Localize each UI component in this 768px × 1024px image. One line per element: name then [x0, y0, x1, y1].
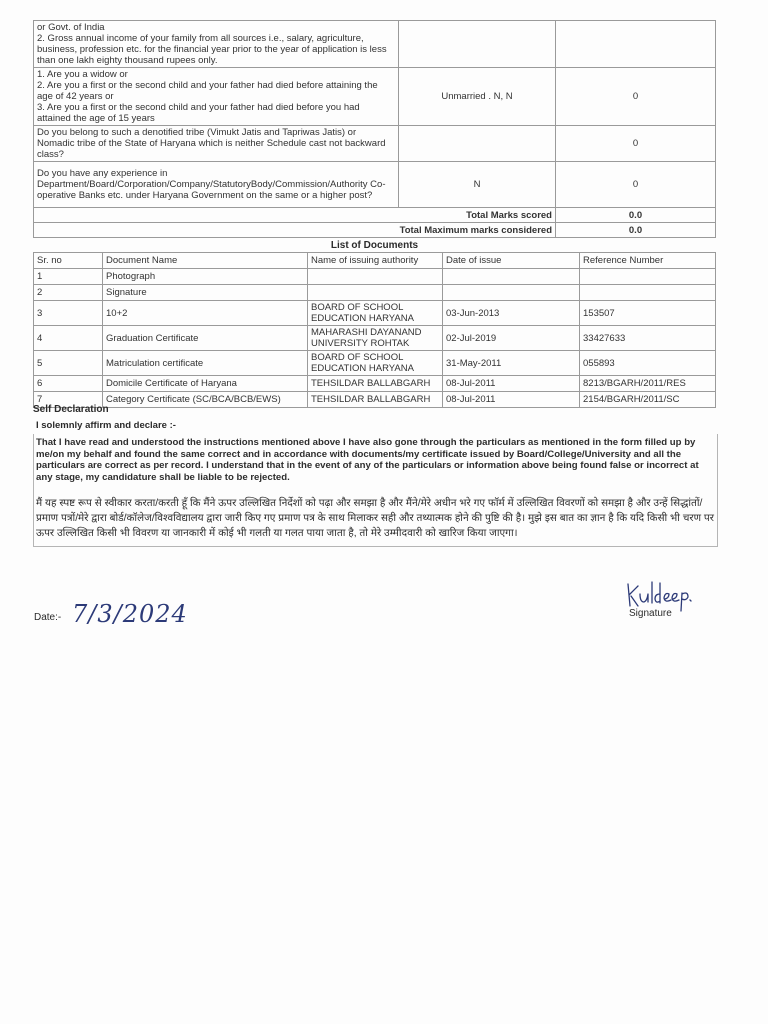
criteria-row — [34, 162, 716, 208]
criteria-answer — [399, 21, 556, 68]
criteria-marks: 0 — [556, 126, 716, 162]
doc-issuing-authority — [308, 285, 443, 301]
documents-title: List of Documents — [330, 240, 419, 251]
total-marks-scored-value: 0.0 — [556, 208, 716, 223]
doc-reference-number: 8213/BGARH/2011/RES — [580, 376, 716, 392]
declaration-hindi-text: मैं यह स्पष्ट रूप से स्वीकार करता/करती हूँ कि मैंने ऊपर उल्लिखित निर्देशों को पढ़ा और समझा है और मैंने/मेरे अधीन भरे गए फॉर्म में उल्लिखित विवरणों को समझा है और उन्हें सिद्धांतों/प्रमाण पत्रों/मेरे द्वारा बोर्ड/कॉलेज/विश्वविद्यालय द्वारा जारी किए गए प्रमाण पत्र के साथ मिलाकर सही और तथ्यात्मक होने की पुष्टि की है। मुझे इस बात का ज्ञान है कि यदि किसी भी चरण पर ऊपर उल्लिखित किसी भी विवरण या जानकारी में कोई भी गलती या गलत पाया जाता है, तो मेरे उम्मीदवारी को खारिज किया जाएगा। — [36, 498, 714, 539]
criteria-marks — [556, 21, 716, 68]
documents-header-row — [34, 253, 716, 269]
total-max-marks-label: Total Maximum marks considered — [34, 223, 556, 238]
doc-name: Signature — [103, 285, 308, 301]
doc-date-of-issue: 31-May-2011 — [443, 351, 580, 376]
header-date-of-issue: Date of issue — [443, 253, 580, 269]
criteria-question: or Govt. of India 2. Gross annual income of your family from all sources i.e., salary, agriculture, business, profession etc. for the financial year prior to the year of application is less than one lakh eighty thousand rupees only. — [34, 21, 399, 68]
header-issuing-authority: Name of issuing authority — [308, 253, 443, 269]
document-row — [34, 301, 716, 326]
doc-sr-no: 2 — [34, 285, 103, 301]
doc-sr-no: 3 — [34, 301, 103, 326]
doc-reference-number — [580, 269, 716, 285]
doc-name: Graduation Certificate — [103, 326, 308, 351]
criteria-question: 1. Are you a widow or 2. Are you a first or the second child and your father had died before attaining the age of 42 years or 3. Are you a first or the second child and your father had died before you had attained the age of 15 years — [34, 68, 399, 126]
doc-name: Matriculation certificate — [103, 351, 308, 376]
self-declaration-heading: Self Declaration — [33, 404, 109, 415]
doc-sr-no: 4 — [34, 326, 103, 351]
header-reference-number: Reference Number — [580, 253, 716, 269]
header-sr-no: Sr. no — [34, 253, 103, 269]
affirm-statement: I solemnly affirm and declare :- — [36, 420, 176, 431]
doc-name: Category Certificate (SC/BCA/BCB/EWS) — [103, 392, 308, 408]
criteria-answer — [399, 126, 556, 162]
date-label: Date:- — [34, 612, 62, 623]
doc-sr-no: 7 — [34, 392, 103, 408]
document-row — [34, 376, 716, 392]
totals-table — [33, 207, 716, 238]
criteria-row — [34, 21, 716, 68]
doc-name: Photograph — [103, 269, 308, 285]
doc-reference-number — [580, 285, 716, 301]
doc-sr-no: 1 — [34, 269, 103, 285]
doc-issuing-authority — [308, 269, 443, 285]
doc-name: 10+2 — [103, 301, 308, 326]
doc-date-of-issue: 08-Jul-2011 — [443, 392, 580, 408]
doc-reference-number: 055893 — [580, 351, 716, 376]
total-max-marks-value: 0.0 — [556, 223, 716, 238]
criteria-answer: N — [399, 162, 556, 208]
doc-date-of-issue: 08-Jul-2011 — [443, 376, 580, 392]
doc-issuing-authority: BOARD OF SCHOOL EDUCATION HARYANA — [308, 301, 443, 326]
header-document-name: Document Name — [103, 253, 308, 269]
eligibility-criteria-table — [33, 20, 716, 208]
doc-reference-number: 153507 — [580, 301, 716, 326]
doc-name: Domicile Certificate of Haryana — [103, 376, 308, 392]
doc-reference-number: 33427633 — [580, 326, 716, 351]
document-row — [34, 269, 716, 285]
doc-issuing-authority: BOARD OF SCHOOL EDUCATION HARYANA — [308, 351, 443, 376]
doc-issuing-authority: TEHSILDAR BALLABGARH — [308, 376, 443, 392]
doc-issuing-authority: MAHARASHI DAYANAND UNIVERSITY ROHTAK — [308, 326, 443, 351]
criteria-marks: 0 — [556, 68, 716, 126]
criteria-marks: 0 — [556, 162, 716, 208]
doc-date-of-issue — [443, 285, 580, 301]
doc-reference-number: 2154/BGARH/2011/SC — [580, 392, 716, 408]
doc-date-of-issue: 02-Jul-2019 — [443, 326, 580, 351]
criteria-question: Do you have any experience in Department/Board/Corporation/Company/StatutoryBody/Commission/Authority Co-operative Banks etc. under Haryana Government on the same or a higher post? — [34, 162, 399, 208]
criteria-answer: Unmarried . N, N — [399, 68, 556, 126]
doc-sr-no: 5 — [34, 351, 103, 376]
criteria-row — [34, 126, 716, 162]
total-marks-scored-row — [34, 208, 716, 223]
document-row — [34, 285, 716, 301]
document-row — [34, 351, 716, 376]
signature-label: Signature — [629, 608, 672, 619]
total-max-marks-row — [34, 223, 716, 238]
total-marks-scored-label: Total Marks scored — [34, 208, 556, 223]
criteria-question: Do you belong to such a denotified tribe (Vimukt Jatis and Tapriwas Jatis) or Nomadic tribe of the State of Haryana which is neither Schedule cast not backward class? — [34, 126, 399, 162]
doc-issuing-authority: TEHSILDAR BALLABGARH — [308, 392, 443, 408]
documents-table — [33, 252, 716, 408]
doc-date-of-issue: 03-Jun-2013 — [443, 301, 580, 326]
handwritten-date: 7/3/2024 — [72, 600, 188, 628]
doc-sr-no: 6 — [34, 376, 103, 392]
doc-date-of-issue — [443, 269, 580, 285]
criteria-row — [34, 68, 716, 126]
document-row — [34, 326, 716, 351]
declaration-english-text: That I have read and understood the instructions mentioned above I have also gone through the particulars as mentioned in the form filled up by me/on my behalf and found the same correct and in accordance with documents/my certificate issued by Board/College/University and all the particulars are correct as per record. I understand that in the event of any of the particulars or information above being found false or incorrect at any stage, my candidature shall be liable to be rejected. — [36, 437, 699, 483]
